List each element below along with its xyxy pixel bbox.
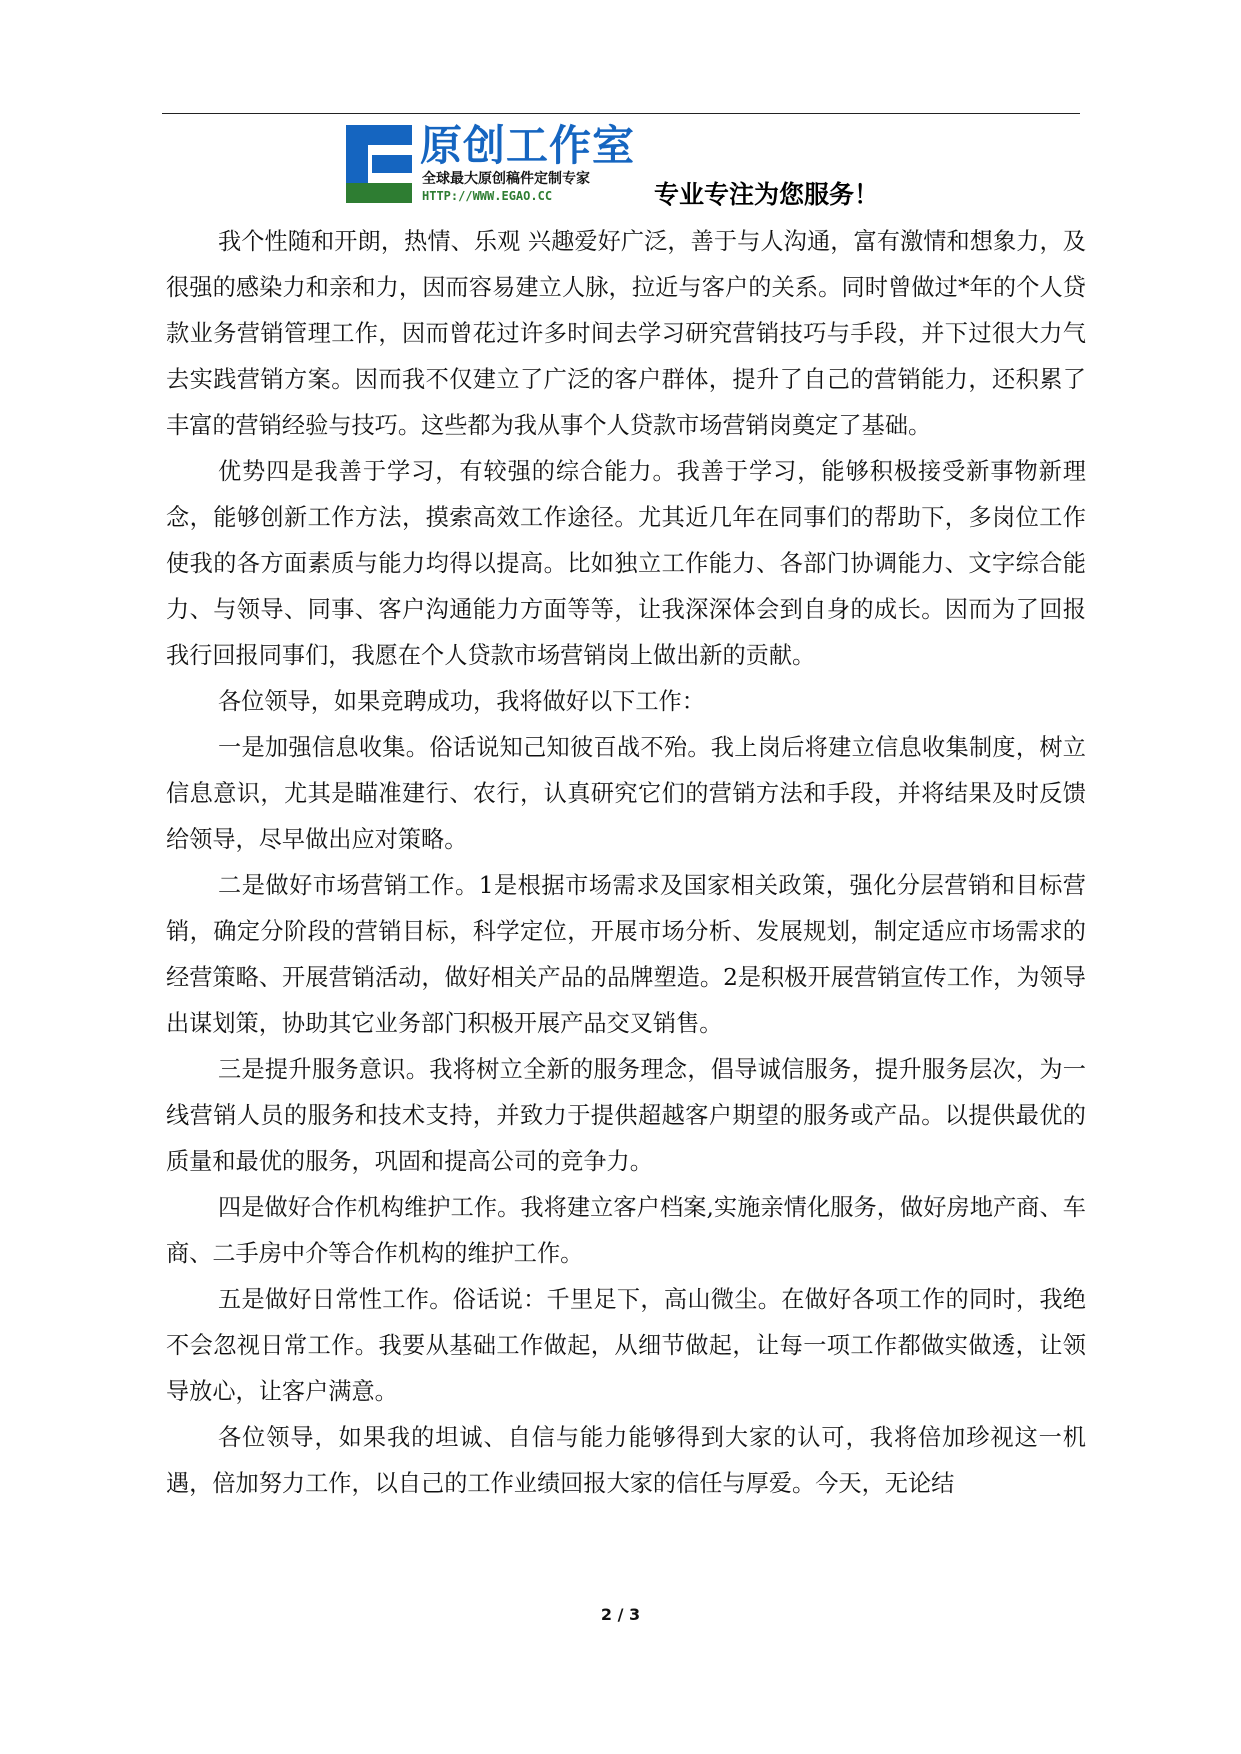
page-number: 2 / 3: [600, 1605, 641, 1624]
paragraph: 五是做好日常性工作。俗话说：千里足下，高山微尘。在做好各项工作的同时，我绝不会忽视日常工作。我要从基础工作做起，从细节做起，让每一项工作都做实做透，让领导放心，让客户满意。: [166, 1286, 1086, 1405]
paragraph: 三是提升服务意识。我将树立全新的服务理念，倡导诚信服务，提升服务层次，为一线营销人员的服务和技术支持，并致力于提供超越客户期望的服务或产品。以提供最优的质量和最优的服务，巩固和提高公司的竞争力。: [166, 1056, 1086, 1175]
paragraph: 各位领导，如果我的坦诚、自信与能力能够得到大家的认可，我将倍加珍视这一机遇，倍加努力工作，以自己的工作业绩回报大家的信任与厚爱。今天，无论结: [166, 1424, 1086, 1497]
paragraph: 一是加强信息收集。俗话说知己知彼百战不殆。我上岗后将建立信息收集制度，树立信息意识，尤其是瞄准建行、农行，认真研究它们的营销方法和手段，并将结果及时反馈给领导，尽早做出应对策略。: [166, 734, 1086, 853]
document-body: [166, 219, 1086, 1507]
paragraph: 我个性随和开朗，热情、乐观 兴趣爱好广泛，善于与人沟通，富有激情和想象力，及很强的感染力和亲和力，因而容易建立人脉，拉近与客户的关系。同时曾做过*年的个人贷款业务营销管理工作，因而曾花过许多时间去学习研究营销技巧与手段，并下过很大力气去实践营销方案。因而我不仅建立了广泛的客户群体，提升了自己的营销能力，还积累了丰富的营销经验与技巧。这些都为我从事个人贷款市场营销岗奠定了基础。: [166, 228, 1086, 439]
logo-subtitle: 全球最大原创稿件定制专家: [422, 171, 590, 187]
paragraph: 优势四是我善于学习，有较强的综合能力。我善于学习，能够积极接受新事物新理念，能够创新工作方法，摸索高效工作途径。尤其近几年在同事们的帮助下，多岗位工作使我的各方面素质与能力均得以提高。比如独立工作能力、各部门协调能力、文字综合能力、与领导、同事、客户沟通能力方面等等，让我深深体会到自身的成长。因而为了回报我行回报同事们，我愿在个人贷款市场营销岗上做出新的贡献。: [166, 458, 1086, 669]
paragraph: 各位领导，如果竞聘成功，我将做好以下工作：: [218, 688, 705, 715]
logo-c-icon: [342, 121, 416, 207]
header-rule: [162, 113, 1080, 114]
paragraph: 二是做好市场营销工作。1是根据市场需求及国家相关政策，强化分层营销和目标营销，确定分阶段的营销目标，科学定位，开展市场分析、发展规划，制定适应市场需求的经营策略、开展营销活动，做好相关产品的品牌塑造。2是积极开展营销宣传工作，为领导出谋划策，协助其它业务部门积极开展产品交叉销售。: [166, 872, 1086, 1037]
logo-url: HTTP://WWW.EGAO.CC: [422, 189, 553, 203]
header-slogan: 专业专注为您服务！: [654, 180, 880, 209]
logo: [342, 121, 636, 207]
paragraph: 四是做好合作机构维护工作。我将建立客户档案,实施亲情化服务，做好房地产商、车商、二手房中介等合作机构的维护工作。: [166, 1194, 1086, 1267]
logo-title: 原创工作室: [420, 121, 636, 170]
